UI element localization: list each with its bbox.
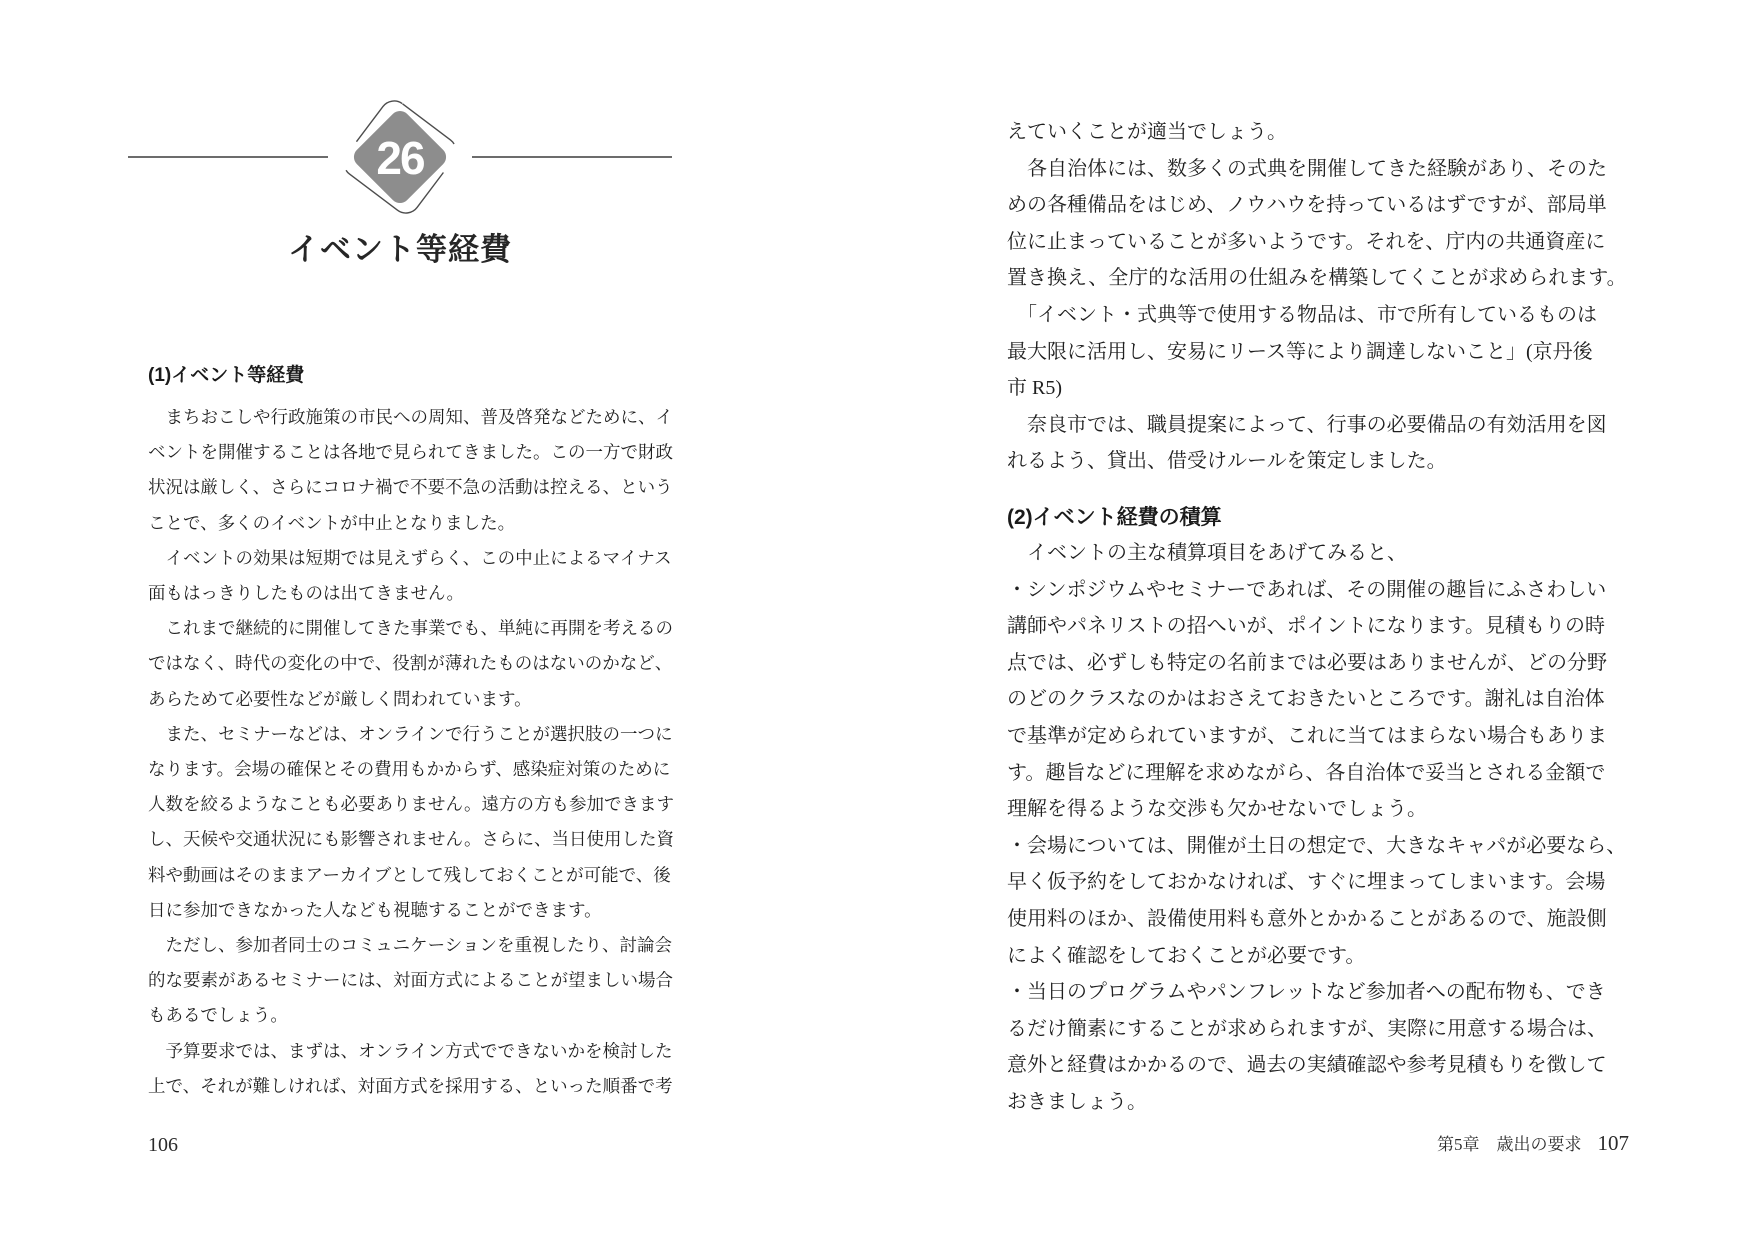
text-line: 「イベント・式典等で使用する物品は、市で所有しているものは [1007, 303, 1597, 326]
section-2-body [1007, 535, 1627, 1121]
text-line: れるよう、貸出、借受けルールを策定しました。 [1007, 450, 1447, 473]
text-line: 人数を絞るようなことも必要ありません。遠方の方も参加できます [148, 794, 675, 815]
section-1-body [148, 400, 675, 1104]
text-line: ・シンポジウムやセミナーであれば、その開催の趣旨にふさわしい [1007, 578, 1607, 601]
text-line: 置き換え、全庁的な活用の仕組みを構築してくことが求められます。 [1007, 267, 1627, 290]
text-line: まちおこしや行政施策の市民への周知、普及啓発などために、イ [148, 407, 673, 427]
footer-right [1007, 1130, 1629, 1156]
chapter-ornament [128, 96, 672, 220]
page-number-left: 106 [148, 1134, 178, 1156]
text-line: 的な要素があるセミナーには、対面方式によることが望ましい場合 [148, 970, 673, 991]
text-line: 奈良市では、職員提案によって、行事の必要備品の有効活用を図 [1007, 413, 1607, 436]
section-2-heading: (2)イベント経費の積算 [1007, 506, 1222, 529]
text-line: 状況は厳しく、さらにコロナ禍で不要不急の活動は控える、という [148, 477, 673, 498]
text-line: す。趣旨などに理解を求めながら、各自治体で妥当とされる金額で [1007, 761, 1606, 784]
page-number-right: 107 [1597, 1131, 1629, 1155]
text-line: もあるでしょう。 [148, 1005, 288, 1026]
text-line: 各自治体には、数多くの式典を開催してきた経験があり、そのた [1007, 157, 1607, 180]
text-line: ・当日のプログラムやパンフレットなど参加者への配布物も、でき [1007, 981, 1606, 1004]
text-line: し、天候や交通状況にも影響されません。さらに、当日使用した資 [148, 829, 675, 850]
text-line: めの各種備品をはじめ、ノウハウを持っているはずですが、部局単 [1007, 194, 1607, 217]
chapter-title: イベント等経費 [288, 232, 512, 267]
chapter-number: 26 [376, 132, 424, 184]
text-line: によく確認をしておくことが必要です。 [1007, 944, 1366, 967]
text-line: るだけ簡素にすることが求められますが、実際に用意する場合は、 [1007, 1017, 1607, 1040]
text-line: で基準が定められていますが、これに当てはまらない場合もありま [1007, 724, 1607, 747]
text-line: 早く仮予約をしておかなければ、すぐに埋まってしまいます。会場 [1007, 871, 1606, 894]
text-line: これまで継続的に開催してきた事業でも、単純に再開を考えるの [148, 618, 673, 639]
text-line: 講師やパネリストの招へいが、ポイントになります。見積もりの時 [1007, 615, 1605, 638]
chapter-footer-label: 第5章 歳出の要求 [1437, 1135, 1582, 1154]
text-line: 市 R5) [1007, 377, 1062, 400]
text-line: 面もはっきりしたものは出てきません。 [148, 583, 465, 604]
text-line: 点では、必ずしも特定の名前までは必要はありませんが、どの分野 [1007, 651, 1607, 674]
text-line: なります。会場の確保とその費用もかからず、感染症対策のために [148, 759, 671, 780]
text-line: イベントの効果は短期では見えずらく、この中止によるマイナス [148, 547, 672, 568]
text-line: 意外と経費はかかるので、過去の実績確認や参考見積もりを徴して [1007, 1054, 1607, 1077]
text-line: ではなく、時代の変化の中で、役割が薄れたものはないのかなど、 [148, 653, 673, 674]
text-line: ことで、多くのイベントが中止となりました。 [148, 512, 516, 533]
text-line: ベントを開催することは各地で見られてきました。この一方で財政 [148, 442, 673, 463]
text-line: 上で、それが難しければ、対面方式を採用する、といった順番で考 [148, 1075, 673, 1096]
text-line: 日に参加できなかった人なども視聴することができます。 [148, 899, 602, 920]
continuation-body [1007, 114, 1627, 480]
text-line: また、セミナーなどは、オンラインで行うことが選択肢の一つに [148, 723, 673, 744]
text-line: 使用料のほか、設備使用料も意外とかかることがあるので、施設側 [1007, 907, 1607, 930]
text-line: イベントの主な積算項目をあげてみると、 [1007, 542, 1407, 564]
text-line: 予算要求では、まずは、オンライン方式でできないかを検討した [148, 1040, 673, 1061]
text-line: えていくことが適当でしょう。 [1007, 121, 1287, 143]
section-1-heading: (1)イベント等経費 [148, 365, 305, 386]
text-line: あらためて必要性などが厳しく問われています。 [148, 688, 532, 709]
text-line: 最大限に活用し、安易にリース等により調達しないこと」(京丹後 [1007, 340, 1593, 363]
text-line: ・会場については、開催が土日の想定で、大きなキャパが必要なら、 [1007, 834, 1627, 857]
text-line: 位に止まっていることが多いようです。それを、庁内の共通資産に [1007, 230, 1606, 253]
text-line: おきましょう。 [1007, 1090, 1147, 1113]
text-line: のどのクラスなのかはおさえておきたいところです。謝礼は自治体 [1007, 688, 1605, 711]
text-line: 理解を得るような交渉も欠かせないでしょう。 [1007, 798, 1427, 821]
text-line: 料や動画はそのままアーカイブとして残しておくことが可能で、後 [148, 864, 671, 885]
text-line: ただし、参加者同士のコミュニケーションを重視したり、討論会 [148, 935, 672, 956]
